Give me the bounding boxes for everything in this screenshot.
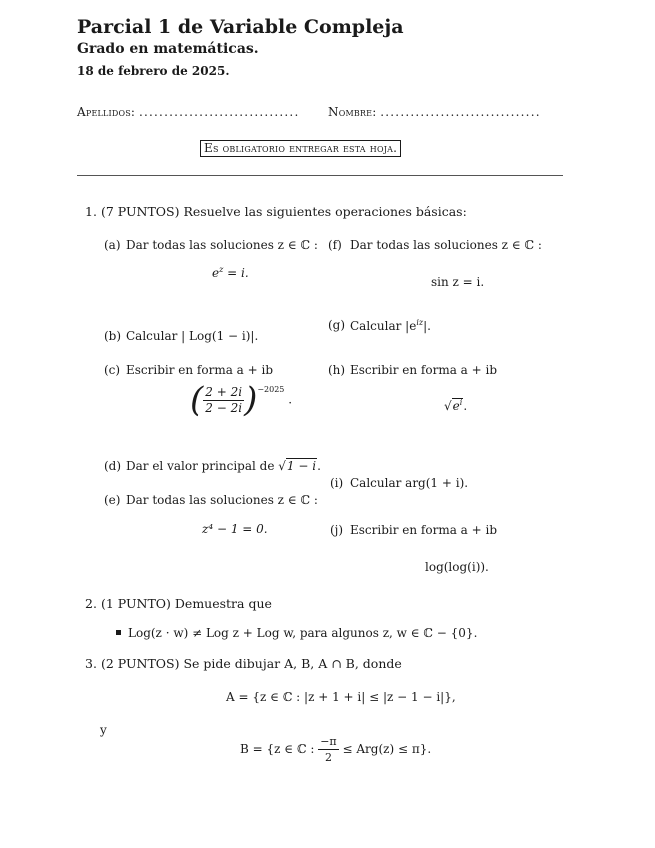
q1-i-label: (i) <box>330 476 344 490</box>
q1-i-text: Calcular arg(1 + i). <box>350 476 469 490</box>
q1-b-label: (b) <box>104 329 122 343</box>
q1-c-label: (c) <box>104 363 121 377</box>
q1-e-label: (e) <box>104 493 121 507</box>
mandatory-notice: Es obligatorio entregar esta hoja. <box>200 140 401 157</box>
q1-f-label: (f) <box>328 238 342 252</box>
q1-d-text: Dar el valor principal de √1 − i. <box>126 459 321 473</box>
q3-set-b: B = {z ∈ ℂ : $\frac{-\pi}{2}$ ≤ Arg(z) ≤ π}. <box>240 735 432 764</box>
q2-intro: (1 PUNTO) Demuestra que <box>101 596 272 611</box>
apellidos-field[interactable]: ................................ <box>139 105 300 119</box>
q1-h-math: $√e^i$. <box>444 398 468 413</box>
q3-set-b-numerator: −π <box>320 735 337 748</box>
q1-a-label: (a) <box>104 238 121 252</box>
q1-c-denominator: 2 − 2i <box>205 400 243 415</box>
q1-g-text: Calcular $|e^{iz}|$. <box>350 318 431 333</box>
divider <box>77 175 563 176</box>
q3-and: y <box>100 723 107 737</box>
q3-number: 3. <box>85 656 97 671</box>
q1-f-text: Dar todas las soluciones z ∈ ℂ : <box>350 238 542 252</box>
q3-set-a: A = {z ∈ ℂ : |z + 1 + i| ≤ |z − 1 − i|}, <box>226 690 456 704</box>
bullet-icon <box>116 630 121 635</box>
q1-g-label: (g) <box>328 318 346 332</box>
q3-set-b-denominator: 2 <box>324 751 332 764</box>
page-subtitle: Grado en matemáticas. <box>77 41 259 57</box>
q1-a-math: $e^z = i$. <box>212 265 249 280</box>
q1-e-text: Dar todas las soluciones z ∈ ℂ : <box>126 493 318 507</box>
exam-date: 18 de febrero de 2025. <box>77 64 230 78</box>
q1-number: 1. <box>85 204 97 219</box>
page-title: Parcial 1 de Variable Compleja <box>77 16 404 38</box>
nombre-label: Nombre: <box>328 105 377 119</box>
q1-d-radicand: 1 − i <box>286 459 317 473</box>
nombre-field[interactable]: ................................ <box>380 105 541 119</box>
q1-j-math: log(log(i)). <box>425 560 489 574</box>
q1-c-math: ( $\frac{2 + 2i}{2 - 2i}$ )$^{-2025}$ . <box>190 380 293 420</box>
q1-c-text: Escribir en forma a + ib <box>126 363 274 377</box>
q1-intro: (7 PUNTOS) Resuelve las siguientes operaciones básicas: <box>101 204 467 219</box>
q1-b-text: Calcular | Log(1 − i)|. <box>126 329 259 343</box>
apellidos-label: Apellidos: <box>77 105 136 119</box>
q3-intro: (2 PUNTOS) Se pide dibujar A, B, A ∩ B, donde <box>101 656 402 671</box>
q1-j-label: (j) <box>330 523 344 537</box>
apellidos-row <box>77 105 299 119</box>
q1-c-exponent: −2025 <box>257 385 285 394</box>
q1-f-math: sin z = i. <box>431 275 485 289</box>
q2-number: 2. <box>85 596 97 611</box>
q1-d-label: (d) <box>104 459 122 473</box>
q1-j-text: Escribir en forma a + ib <box>350 523 498 537</box>
nombre-row <box>328 105 541 119</box>
q1-c-numerator: 2 + 2i <box>205 384 243 399</box>
q1-h-text: Escribir en forma a + ib <box>350 363 498 377</box>
q1-e-math: z⁴ − 1 = 0. <box>202 522 268 536</box>
q1-a-text: Dar todas las soluciones z ∈ ℂ : <box>126 238 318 252</box>
q2-bullet: Log(z · w) ≠ Log z + Log w, para algunos z, w ∈ ℂ − {0}. <box>128 626 478 640</box>
q1-h-label: (h) <box>328 363 346 377</box>
